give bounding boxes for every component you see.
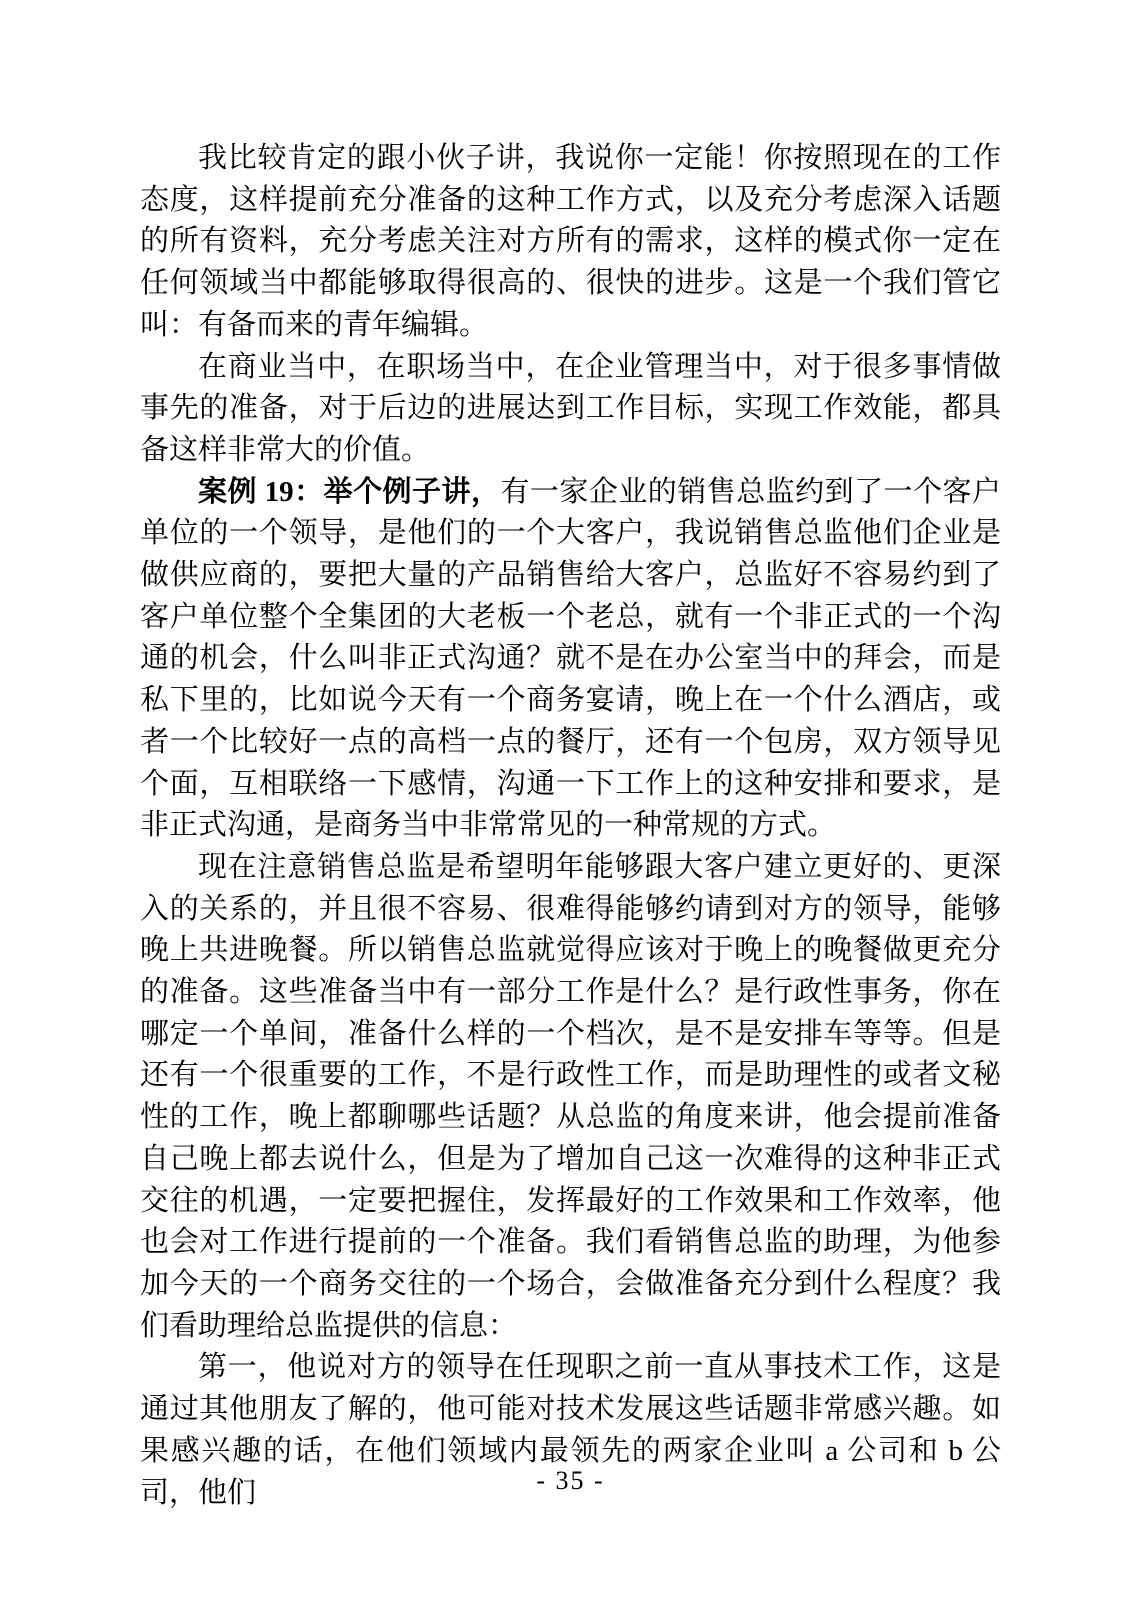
text-run: 有一家企业的销售总监约到了一个客户单位的一个领导，是他们的一个大客户，我说销售总监他们企业是做供应商的，要把大量的产品销售给大客户，总监好不容易约到了客户单位整个全集团的大老板一个老总，就有一个非正式的一个沟通的机会，什么叫非正式沟通？就不是在办公室当中的拜会，而是私下里的，比如说今天有一个商务宴请，晚上在一个什么酒店，或者一个比较好一点的高档一点的餐厅，还有一个包房，双方领导见个面，互相联络一下感情，沟通一下工作上的这种安排和要求，是非正式沟通，是商务当中非常常见的一种常规的方式。	[140, 475, 1001, 842]
text-run: 在商业当中，在职场当中，在企业管理当中，对于很多事情做事先的准备，对于后边的进展达到工作目标，实现工作效能，都具备这样非常大的价值。	[140, 350, 1001, 466]
text-run: 第一，他说对方的领导在任现职之前一直从事技术工作，这是通过其他朋友了解的，他可能对技术发展这些话题非常感兴趣。如果感兴趣的话，在他们领域内最领先的两家企业叫 a 公司和 b 公司，他们	[140, 1351, 1001, 1509]
text-run: 现在注意销售总监是希望明年能够跟大客户建立更好的、更深入的关系的，并且很不容易、很难得能够约请到对方的领导，能够晚上共进晚餐。所以销售总监就觉得应该对于晚上的晚餐做更充分的准备。这些准备当中有一部分工作是什么？是行政性事务，你在哪定一个单间，准备什么样的一个档次，是不是安排车等等。但是还有一个很重要的工作，不是行政性工作，而是助理性的或者文秘性的工作，晚上都聊哪些话题？从总监的角度来讲，他会提前准备自己晚上都去说什么，但是为了增加自己这一次难得的这种非正式交往的机遇，一定要把握住，发挥最好的工作效果和工作效率，他也会对工作进行提前的一个准备。我们看销售总监的助理，为他参加今天的一个商务交往的一个场合，会做准备充分到什么程度？我们看助理给总监提供的信息：	[140, 850, 1001, 1342]
text-run: 我比较肯定的跟小伙子讲，我说你一定能！你按照现在的工作态度，这样提前充分准备的这种工作方式，以及充分考虑深入话题的所有资料，充分考虑关注对方所有的需求，这样的模式你一定在任何领域当中都能够取得很高的、很快的进步。这是一个我们管它叫：有备而来的青年编辑。	[140, 142, 1001, 341]
page-body	[140, 138, 1001, 1514]
paragraph	[140, 472, 1001, 847]
page-number: - 35 -	[536, 1466, 605, 1495]
paragraph	[140, 347, 1001, 472]
paragraph	[140, 138, 1001, 347]
bold-text-run: 案例 19：举个例子讲，	[198, 475, 501, 508]
paragraph	[140, 847, 1001, 1347]
